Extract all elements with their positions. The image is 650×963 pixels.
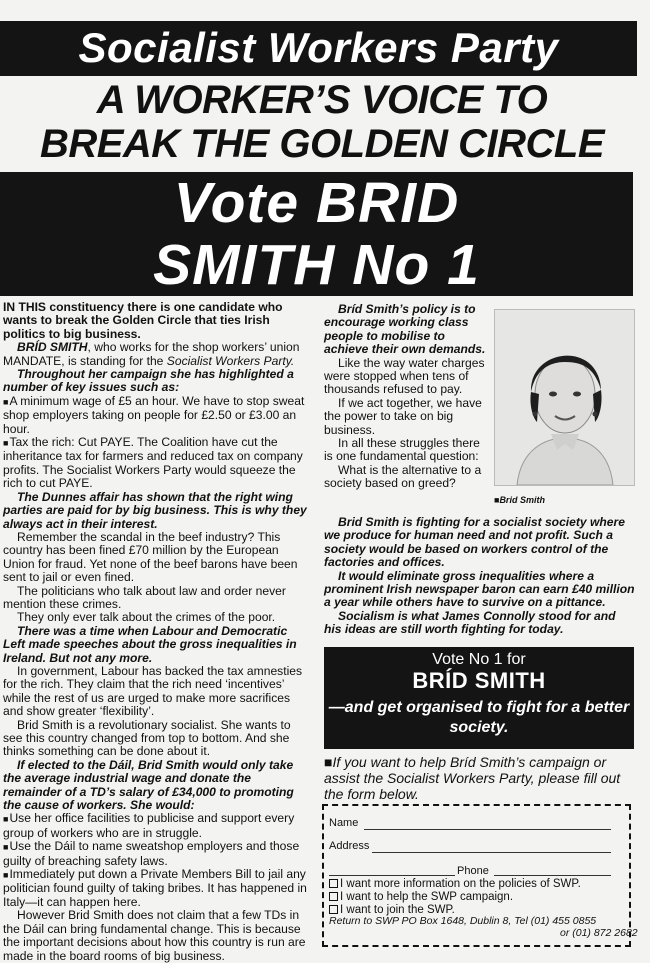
caption-square: ■ bbox=[494, 495, 500, 505]
paragraph-poor: They only ever talk about the crimes of the poor. bbox=[17, 610, 276, 625]
paragraph-policy: Bríd Smith’s policy is to encourage working class people to mobilise to achieve their own demands. bbox=[324, 302, 486, 357]
checkbox-join[interactable] bbox=[329, 905, 338, 914]
name-field[interactable] bbox=[364, 829, 611, 830]
caption-text: Brid Smith bbox=[499, 495, 545, 505]
party-name: Socialist Workers Party bbox=[78, 24, 559, 71]
left-column bbox=[3, 301, 307, 963]
bullet-tax-rich: ■ Tax the rich: Cut PAYE. The Coalition have cut the inheritance tax for farmers and reduced tax on company profits. The Socialist Workers Party would squeeze the rich to cut PAYE. bbox=[3, 436, 307, 491]
paragraph-beef: Remember the scandal in the beef industry? This country has been fined £70 million by the European Union for fraud. Yet none of the beef barons have been sent to jail or even fined. bbox=[3, 529, 298, 585]
help-square: ■ bbox=[324, 754, 333, 770]
photo-caption bbox=[494, 495, 545, 505]
intro-paragraph: IN THIS constituency there is one candidate who wants to break the Golden Circle that ties Irish politics to big business. bbox=[3, 300, 283, 341]
help-text-body: If you want to help Bríd Smith’s campaign or assist the Socialist Workers Party, please fill out the form below. bbox=[324, 754, 621, 802]
middle-column bbox=[324, 303, 490, 491]
paragraph-alternative: What is the alternative to a society based on greed? bbox=[324, 462, 482, 491]
address-field[interactable] bbox=[372, 852, 611, 853]
candidate-text: , who works for the shop workers’ union MANDATE, is standing for the bbox=[3, 340, 300, 368]
candidate-photo bbox=[494, 309, 635, 486]
wide-column bbox=[324, 516, 636, 637]
paragraph-together: If we act together, we have the power to take on big business. bbox=[324, 395, 482, 437]
paragraph-inequalities: It would eliminate gross inequalities where a prominent Irish newspaper baron can earn £40 million a year while others have to survive on a pittance. bbox=[324, 568, 635, 610]
bullet-sweatshop: ■ Use the Dáil to name sweatshop employers and those guilty of breaching safety laws. bbox=[3, 840, 307, 868]
cta-candidate-name: BRÍD SMITH bbox=[412, 668, 546, 693]
phone-label: Phone bbox=[457, 865, 489, 877]
checkbox-row-help[interactable] bbox=[329, 891, 513, 904]
candidate-name: BRÍD SMITH bbox=[17, 340, 88, 355]
checkbox-info-label: I want more information on the policies of SWP. bbox=[340, 878, 581, 890]
paragraph-revolutionary: Brid Smith is a revolutionary socialist. She wants to see this country changed from top to bottom. And she thinks something can be done about it. bbox=[3, 717, 291, 759]
checkbox-join-label: I want to join the SWP. bbox=[340, 904, 455, 916]
checkbox-row-info[interactable] bbox=[329, 878, 581, 891]
checkbox-help[interactable] bbox=[329, 892, 338, 901]
paragraph-labour: There was a time when Labour and Democratic Left made speeches about the gross inequalities in Ireland. But not any more. bbox=[3, 623, 297, 665]
checkbox-info[interactable] bbox=[329, 879, 338, 888]
bullet-office: ■ Use her office facilities to publicise and support every group of workers who are in struggle. bbox=[3, 812, 307, 840]
party-ref: Socialist Workers Party. bbox=[166, 353, 295, 368]
paragraph-elected: If elected to the Dáil, Brid Smith would only take the average industrial wage and donate the remainder of a TD’s salary of £34,000 to promoting the cause of workers. She would: bbox=[3, 757, 294, 813]
headline bbox=[4, 78, 640, 166]
portrait-image bbox=[495, 310, 634, 485]
paragraph-government: In government, Labour has backed the tax amnesties for the rich. They claim that the rich need ‘incentives’ while the rest of us are urged to make more sacrifices and show greater ‘flexibility’. bbox=[3, 663, 303, 719]
paragraph-candidate bbox=[3, 341, 307, 368]
address-field-line-2[interactable] bbox=[329, 875, 455, 876]
paragraph-key-issues: Throughout her campaign she has highlighted a number of key issues such as: bbox=[3, 367, 294, 395]
phone-field[interactable] bbox=[494, 875, 611, 876]
vote-slogan bbox=[0, 172, 633, 296]
vote-line-1: Vote BRID bbox=[173, 171, 460, 235]
paragraph-socialist-society: Brid Smith is fighting for a socialist society where we produce for human need and not profit. Such a society would be based on workers control of the factories and offices. bbox=[324, 515, 625, 570]
paragraph-water: Like the way water charges were stopped when tens of thousands refused to pay. bbox=[324, 355, 485, 397]
vote-line-2: SMITH No 1 bbox=[153, 233, 480, 297]
checkbox-help-label: I want to help the SWP campaign. bbox=[340, 891, 514, 903]
paragraph-question: In all these struggles there is one fundamental question: bbox=[324, 436, 480, 464]
paragraph-politicians: The politicians who talk about law and order never mention these crimes. bbox=[3, 583, 286, 611]
headline-line-2: BREAK THE GOLDEN CIRCLE bbox=[39, 122, 605, 166]
cta-vote-line: Vote No 1 for bbox=[432, 651, 526, 668]
headline-line-1: A WORKER’S VOICE TO bbox=[96, 78, 548, 122]
paragraph-connolly: Socialism is what James Connolly stood for and his ideas are still worth fighting for today. bbox=[324, 608, 616, 637]
bullet-bribes: ■ Immediately put down a Private Members Bill to jail any politician found guilty of taking bribes. It has happened in Italy—it can happen here. bbox=[3, 868, 307, 909]
cta-slogan: —and get organised to fight for a better society. bbox=[328, 699, 630, 736]
bullet-minimum-wage: ■ A minimum wage of £5 an hour. We have to stop sweat shop employers taking on people for £2.50 or £3.00 an hour. bbox=[3, 395, 307, 436]
return-address: Return to SWP PO Box 1648, Dublin 8, Tel (01) 455 0855 bbox=[329, 915, 597, 927]
help-text bbox=[324, 754, 636, 802]
paragraph-dunnes: The Dunnes affair has shown that the right wing parties are paid for by big business. This is why they always act in their interest. bbox=[3, 489, 307, 531]
paragraph-board-rooms: However Brid Smith does not claim that a few TDs in the Dáil can bring fundamental change. This is because the important decisions about how this country is run are made in the board rooms of big business. bbox=[3, 908, 306, 963]
name-label: Name bbox=[329, 817, 359, 829]
address-label: Address bbox=[329, 840, 370, 852]
alt-phone: or (01) 872 2682 bbox=[560, 927, 638, 939]
